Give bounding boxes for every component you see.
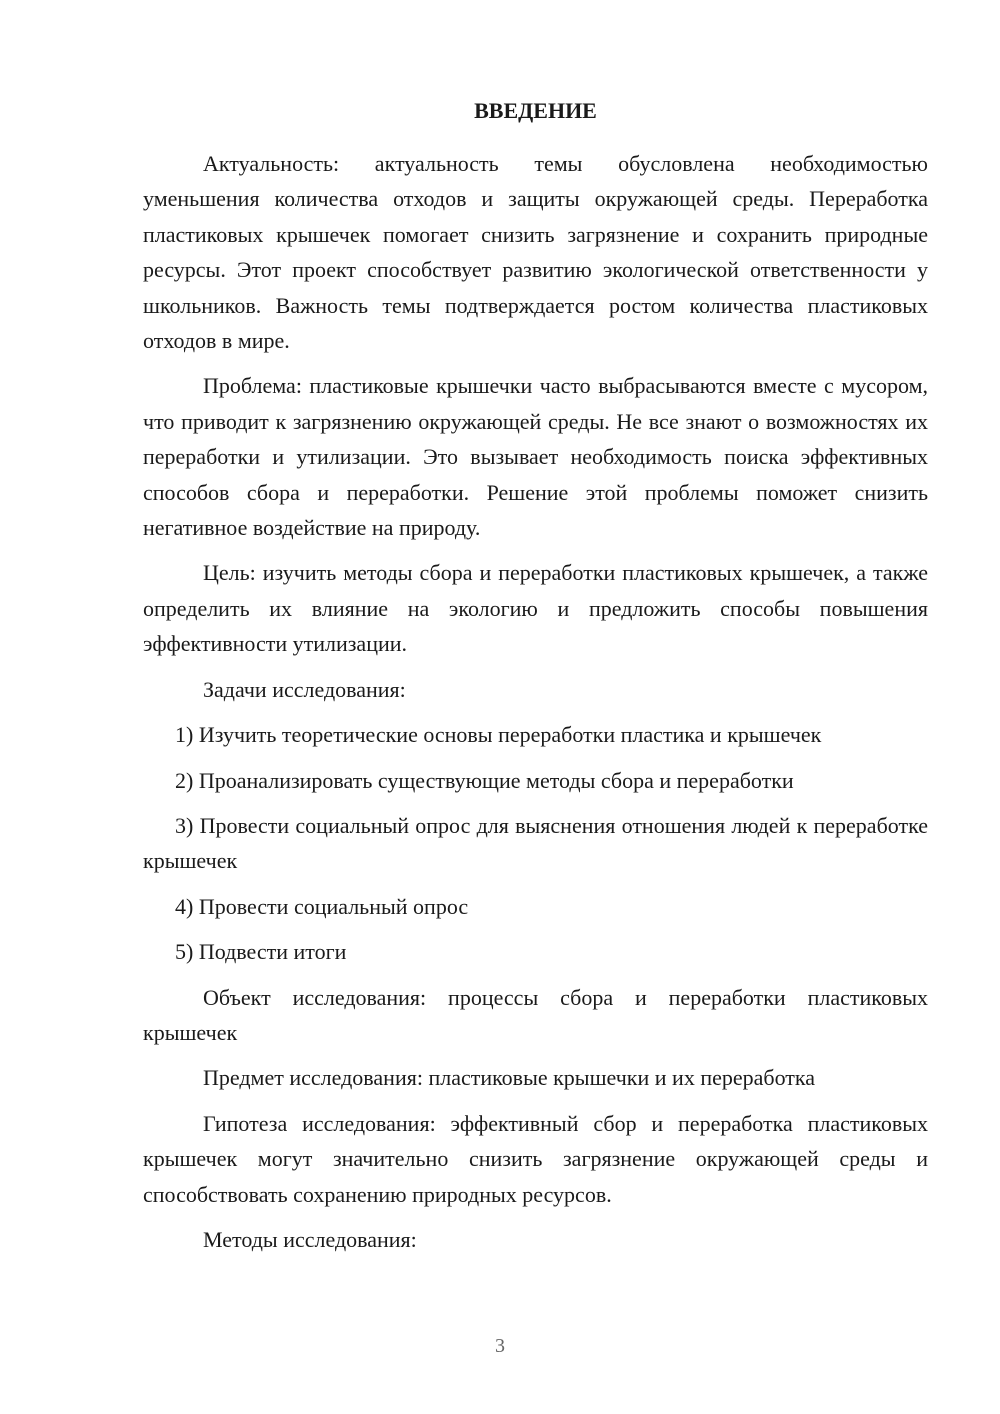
- hypothesis-paragraph: Гипотеза исследования: эффективный сбор и переработка пластиковых крышечек могут значительно снизить загрязнение окружающей среды и способствовать сохранению природных ресурсов.: [143, 1110, 928, 1207]
- task-item-5: 5) Подвести итоги: [175, 939, 347, 965]
- page-content: [143, 96, 928, 1267]
- task-item-1: 1) Изучить теоретические основы переработки пластика и крышечек: [175, 722, 822, 748]
- problem-paragraph: Проблема: пластиковые крышечки часто выбрасываются вместе с мусором, что приводит к загрязнению окружающей среды. Не все знают о возможностях их переработки и утилизации. Это вызывает необходимость поиска эффективных способов сбора и переработки. Решение этой проблемы поможет снизить негативное воздействие на природу.: [143, 373, 928, 541]
- task-item-2: 2) Проанализировать существующие методы сбора и переработки: [175, 767, 794, 793]
- methods-title: Методы исследования:: [203, 1226, 417, 1252]
- task-item-3: 3) Провести социальный опрос для выяснения отношения людей к переработке крышечек: [143, 812, 928, 874]
- subject-paragraph: Предмет исследования: пластиковые крышечки и их переработка: [203, 1065, 816, 1091]
- object-paragraph: Объект исследования: процессы сбора и переработки пластиковых крышечек: [143, 984, 928, 1045]
- tasks-title: Задачи исследования:: [203, 676, 406, 702]
- goal-paragraph: Цель: изучить методы сбора и переработки пластиковых крышечек, а также определить их влияние на экологию и предложить способы повышения эффективности утилизации.: [143, 560, 928, 657]
- page-number: 3: [495, 1335, 505, 1357]
- relevance-paragraph: Актуальность: актуальность темы обусловлена необходимостью уменьшения количества отходов и защиты окружающей среды. Переработка пластиковых крышечек помогает снизить загрязнение и сохранить природные ресурсы. Этот проект способствует развитию экологической ответственности у школьников. Важность темы подтверждается ростом количества пластиковых отходов в мире.: [143, 151, 928, 354]
- task-item-4: 4) Провести социальный опрос: [175, 893, 469, 919]
- section-heading: ВВЕДЕНИЕ: [474, 98, 597, 123]
